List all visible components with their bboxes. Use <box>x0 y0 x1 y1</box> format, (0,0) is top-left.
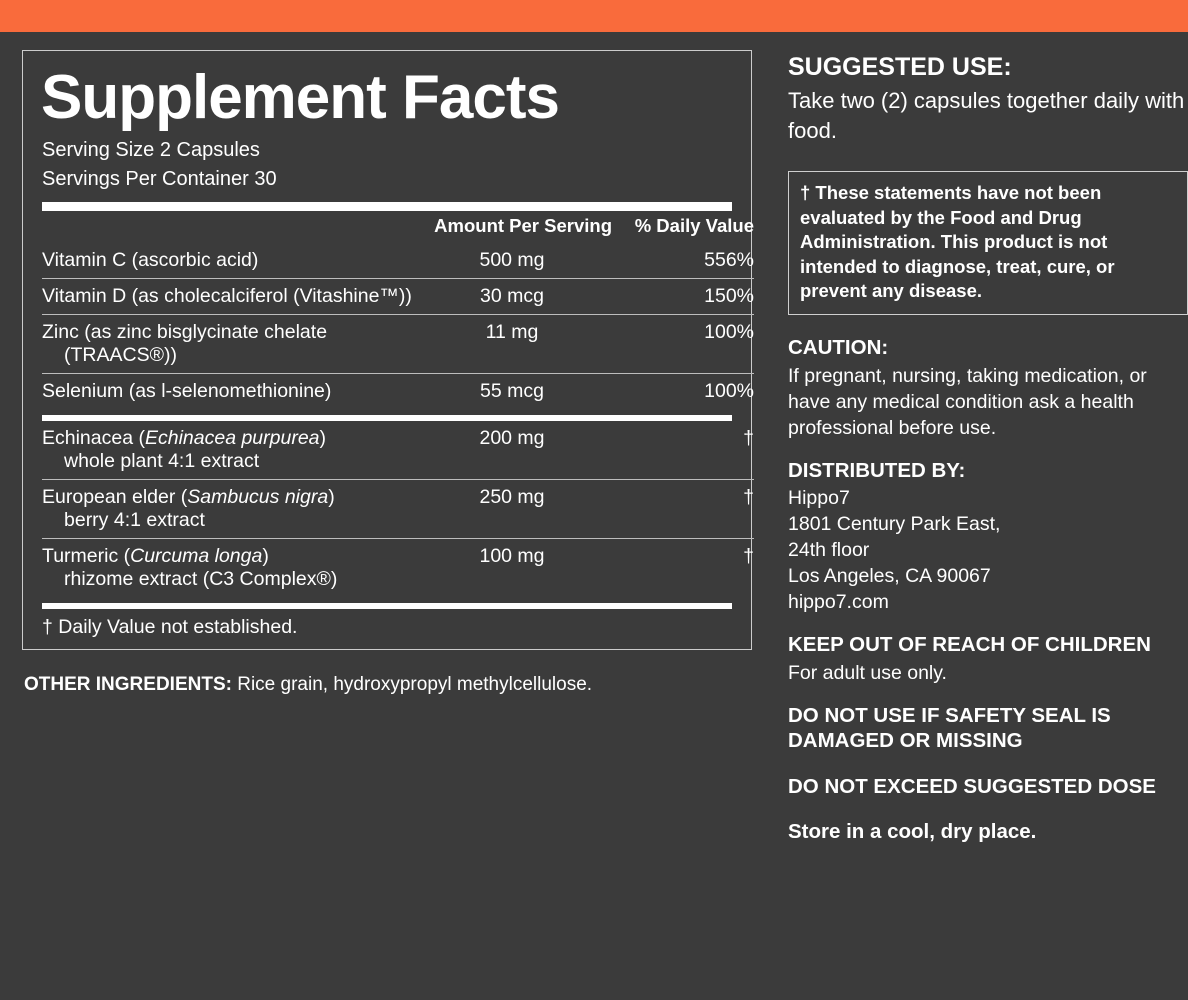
nutrient-name-sub: (TRAACS®)) <box>64 344 177 367</box>
rule-medium-bottom <box>42 603 732 609</box>
other-ingredients-value: Rice grain, hydroxypropyl methylcellulose. <box>237 674 593 696</box>
col-header-nutrient <box>42 211 412 243</box>
distributor-address <box>788 486 1188 616</box>
botanical-part: berry 4:1 extract <box>64 509 205 532</box>
keep-out-body: For adult use only. <box>788 661 947 684</box>
caution-body: If pregnant, nursing, taking medication, or have any medical condition ask a health professional before use. <box>788 365 1147 439</box>
caution-section <box>788 335 1188 441</box>
other-ingredients <box>24 672 752 699</box>
botanical-latin-name: Echinacea purpurea <box>144 427 320 450</box>
botanical-part: rhizome extract (C3 Complex®) <box>64 568 338 591</box>
keep-out-section <box>788 632 1188 687</box>
table-row <box>42 480 754 539</box>
table-row <box>42 279 754 315</box>
suggested-use-body: Take two (2) capsules together daily with food. <box>788 88 1185 143</box>
fda-disclaimer: † These statements have not been evaluated by the Food and Drug Administration. This product is not intended to diagnose, treat, cure, or prevent any disease. <box>788 171 1188 315</box>
col-header-amount: Amount Per Serving <box>434 215 612 237</box>
safety-seal-warning: DO NOT USE IF SAFETY SEAL IS DAMAGED OR MISSING <box>788 703 1111 753</box>
distributor-address-line2: 24th floor <box>788 539 870 562</box>
nutrient-name: Vitamin D (as cholecalciferol (Vitashine™)) <box>42 279 412 315</box>
nutrient-daily-value: 556% <box>704 249 754 272</box>
rule-thick-top <box>42 202 732 211</box>
distributor-section <box>788 458 1188 616</box>
nutrient-name: Vitamin C (ascorbic acid) <box>42 249 259 272</box>
table-row <box>42 374 754 410</box>
botanical-name <box>42 539 412 598</box>
do-not-exceed-warning: DO NOT EXCEED SUGGESTED DOSE <box>788 774 1156 798</box>
left-column <box>22 50 752 699</box>
table-row <box>42 539 754 598</box>
botanical-name-pre: Turmeric ( <box>42 545 131 568</box>
keep-out-title: KEEP OUT OF REACH OF CHILDREN <box>788 633 1151 657</box>
nutrient-amount: 500 mg <box>479 249 545 272</box>
botanical-amount: 250 mg <box>412 480 612 539</box>
nutrition-table <box>42 211 754 409</box>
storage-instructions: Store in a cool, dry place. <box>788 820 1037 844</box>
botanical-name-pre: European elder ( <box>42 486 188 509</box>
botanical-name <box>42 421 412 480</box>
distributed-by-title: DISTRIBUTED BY: <box>788 458 966 482</box>
nutrient-amount: 30 mcg <box>412 279 612 315</box>
nutrient-amount: 55 mcg <box>412 374 612 410</box>
nutrient-name: Selenium (as l-selenomethionine) <box>42 374 412 410</box>
daily-value-note: † Daily Value not established. <box>42 616 298 639</box>
table-row <box>42 315 754 374</box>
accent-top-bar <box>0 0 1188 32</box>
supplement-facts-panel <box>22 50 752 650</box>
botanical-part: whole plant 4:1 extract <box>64 450 260 473</box>
distributor-name: Hippo7 <box>788 487 850 510</box>
botanical-amount: 100 mg <box>412 539 612 598</box>
serving-size: Serving Size 2 Capsules <box>42 139 260 162</box>
distributor-website[interactable]: hippo7.com <box>788 591 889 614</box>
servings-per-container: Servings Per Container 30 <box>42 168 277 191</box>
botanical-name-post: ) <box>319 427 327 450</box>
nutrient-name-main: Zinc (as zinc bisglycinate chelate <box>42 321 328 344</box>
label-page <box>0 32 1188 1000</box>
botanical-daily-value: † <box>612 539 754 598</box>
botanicals-table <box>42 421 754 597</box>
other-ingredients-label: OTHER INGREDIENTS: <box>24 674 232 696</box>
nutrient-daily-value: 150% <box>612 279 754 315</box>
caution-title: CAUTION: <box>788 336 889 360</box>
botanical-name-post: ) <box>328 486 335 509</box>
botanical-latin-name: Curcuma longa <box>130 545 263 568</box>
table-row <box>42 243 754 279</box>
nutrient-name <box>42 315 412 374</box>
nutrient-daily-value: 100% <box>612 315 754 374</box>
page-title: Supplement Facts <box>41 63 559 132</box>
botanical-name-pre: Echinacea ( <box>42 427 145 450</box>
botanical-latin-name: Sambucus nigra <box>187 486 329 509</box>
table-row <box>42 421 754 480</box>
botanical-daily-value: † <box>743 427 754 450</box>
botanical-name-post: ) <box>262 545 269 568</box>
botanical-amount: 200 mg <box>479 427 545 450</box>
col-header-daily-value: % Daily Value <box>634 215 754 237</box>
nutrient-amount: 11 mg <box>412 315 612 374</box>
right-column <box>788 50 1188 848</box>
botanical-name <box>42 480 412 539</box>
botanical-daily-value: † <box>612 480 754 539</box>
suggested-use-title: SUGGESTED USE: <box>788 53 1012 81</box>
table-header-row <box>42 211 754 243</box>
nutrient-daily-value: 100% <box>612 374 754 410</box>
distributor-address-line3: Los Angeles, CA 90067 <box>788 565 991 588</box>
distributor-address-line1: 1801 Century Park East, <box>788 513 1001 536</box>
